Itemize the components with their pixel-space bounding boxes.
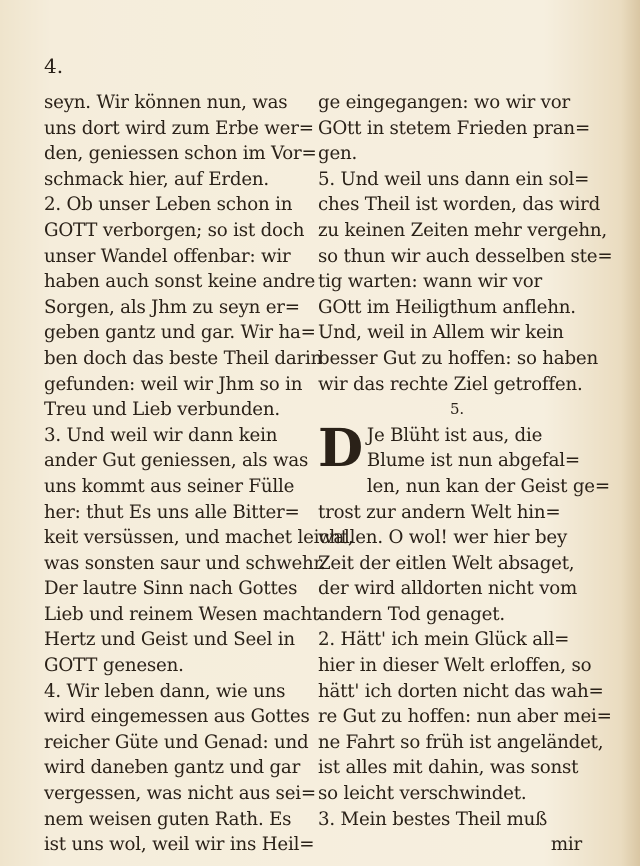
text-line: was sonsten saur und schwehr. [44, 552, 326, 574]
drop-line-2: Blume ist nun abgefal= [366, 450, 580, 472]
text-line: gefunden: weil wir Jhm so in [44, 373, 303, 395]
text-line: ander Gut geniessen, als was [44, 450, 309, 472]
text-line: nem weisen guten Rath. Es [44, 808, 292, 830]
text-line: GOtt in stetem Frieden pran= [318, 117, 590, 139]
text-line: unser Wandel offenbar: wir [44, 245, 291, 267]
text-line: re Gut zu hoffen: nun aber mei= [318, 706, 612, 728]
text-line: gen. [318, 143, 358, 165]
text-line: 3. Und weil wir dann kein [44, 424, 278, 446]
text-line: Zeit der eitlen Welt absaget, [318, 552, 575, 574]
text-line: seyn. Wir können nun, was [44, 92, 288, 113]
text-line: 4. Wir leben dann, wie uns [44, 680, 286, 702]
drop-cap-block [318, 417, 582, 479]
text-line: Lieb und reinem Wesen macht [44, 603, 320, 625]
text-line: 2. Ob unser Leben schon in [44, 194, 293, 216]
text-line: reicher Güte und Genad: und [44, 731, 309, 753]
text-line: zu keinen Zeiten mehr vergehn, [318, 219, 607, 241]
text-line: den, geniessen schon im Vor= [44, 143, 317, 165]
text-line: GOtt im Heiligthum anflehn. [318, 296, 576, 318]
text-line: ben doch das beste Theil darin [44, 347, 323, 369]
text-line: ge eingegangen: wo wir vor [318, 92, 570, 113]
text-line: besser Gut zu hoffen: so haben [318, 347, 598, 369]
text-line: ist alles mit dahin, was sonst [318, 757, 579, 779]
left-column [44, 90, 354, 858]
text-line: 5. Und weil uns dann ein sol= [318, 168, 590, 190]
text-line: vergessen, was nicht aus sei= [44, 783, 316, 805]
text-line: trost zur andern Welt hin= [318, 501, 561, 523]
text-line: ches Theil ist worden, das wird [318, 194, 601, 216]
text-line: tig warten: wann wir vor [318, 271, 542, 293]
text-line: wir das rechte Ziel getroffen. [318, 373, 583, 395]
text-line: uns kommt aus seiner Fülle [44, 475, 295, 497]
text-line: wird eingemessen aus Gottes [44, 706, 310, 728]
text-line: uns dort wird zum Erbe wer= [44, 117, 314, 139]
text-line: so leicht verschwindet. [318, 783, 527, 805]
text-line: her: thut Es uns alle Bitter= [44, 501, 300, 523]
drop-line-1: Je Blüht ist aus, die [366, 424, 543, 446]
text-line: GOTT verborgen; so ist doch [44, 219, 305, 241]
text-line: der wird alldorten nicht vom [318, 578, 578, 600]
text-line: hier in dieser Welt erloffen, so [318, 655, 592, 677]
text-line: so thun wir auch desselben ste= [318, 245, 613, 267]
text-line: haben auch sonst keine andre [44, 271, 316, 293]
text-line: Und, weil in Allem wir kein [318, 322, 564, 344]
text-line: Treu und Lieb verbunden. [44, 399, 280, 421]
text-line: 2. Hätt' ich mein Glück all= [318, 629, 570, 651]
text-line: ne Fahrt so früh ist angeländet, [318, 731, 604, 753]
text-line: len, nun kan der Geist ge= [366, 475, 610, 497]
text-line: GOTT genesen. [44, 655, 184, 677]
text-line: Der lautre Sinn nach Gottes [44, 578, 298, 600]
text-line: andern Tod genaget. [318, 603, 505, 625]
catchword: mir [550, 834, 582, 856]
text-line: Sorgen, als Jhm zu seyn er= [44, 296, 300, 318]
text-line: 3. Mein bestes Theil muß [318, 808, 548, 830]
drop-cap-letter: D [318, 417, 363, 479]
text-line: ist uns wol, weil wir ins Heil= [44, 834, 315, 856]
text-line: geben gantz und gar. Wir ha= [44, 322, 316, 344]
text-line: wallen. O wol! wer hier bey [318, 527, 568, 549]
text-line: hätt' ich dorten nicht das wah= [318, 680, 604, 702]
text-line: wird daneben gantz und gar [44, 757, 301, 779]
text-line: keit versüssen, und machet leicht, [44, 527, 354, 549]
hymn-number: 5. [450, 400, 464, 419]
text-line: schmack hier, auf Erden. [44, 168, 270, 190]
right-column [318, 90, 613, 858]
page-number: 4. [44, 54, 64, 78]
text-line: Hertz und Geist und Seel in [44, 629, 295, 651]
